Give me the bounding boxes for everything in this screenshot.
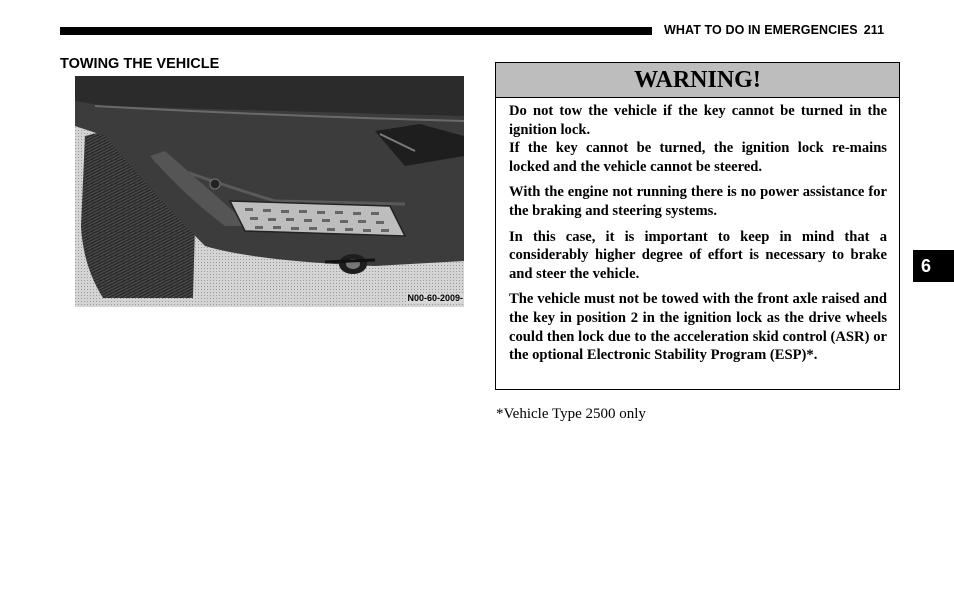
figure-code: N00-60-2009- [407,293,463,303]
chapter-tab: 6 [913,250,954,282]
warning-paragraph: If the key cannot be turned, the ignition lock re-mains locked and the vehicle cannot be steered. [509,140,887,175]
page-number: 211 [863,23,885,37]
warning-paragraph: The vehicle must not be towed with the front axle raised and the key in position 2 in the ignition lock as the drive wheels could then lock due to the acceleration skid control (ASR) or the optional Electronic Stability Program (ESP)*. [509,291,887,364]
warning-box [495,62,900,390]
towing-figure [75,76,464,307]
footnote: *Vehicle Type 2500 only [496,406,646,422]
section-title: TOWING THE VEHICLE [60,56,220,72]
vehicle-bumper-illustration [75,76,464,307]
header-rule [60,27,652,35]
warning-paragraph: In this case, it is important to keep in mind that a considerably higher degree of effort is necessary to brake and steer the vehicle. [509,228,887,282]
warning-body [496,98,899,365]
running-title: WHAT TO DO IN EMERGENCIES [664,23,858,37]
warning-paragraph: Do not tow the vehicle if the key cannot be turned in the ignition lock. [509,103,887,138]
running-header [664,23,884,37]
warning-title: WARNING! [496,63,899,98]
warning-paragraph: With the engine not running there is no power assistance for the braking and steering systems. [509,184,887,219]
